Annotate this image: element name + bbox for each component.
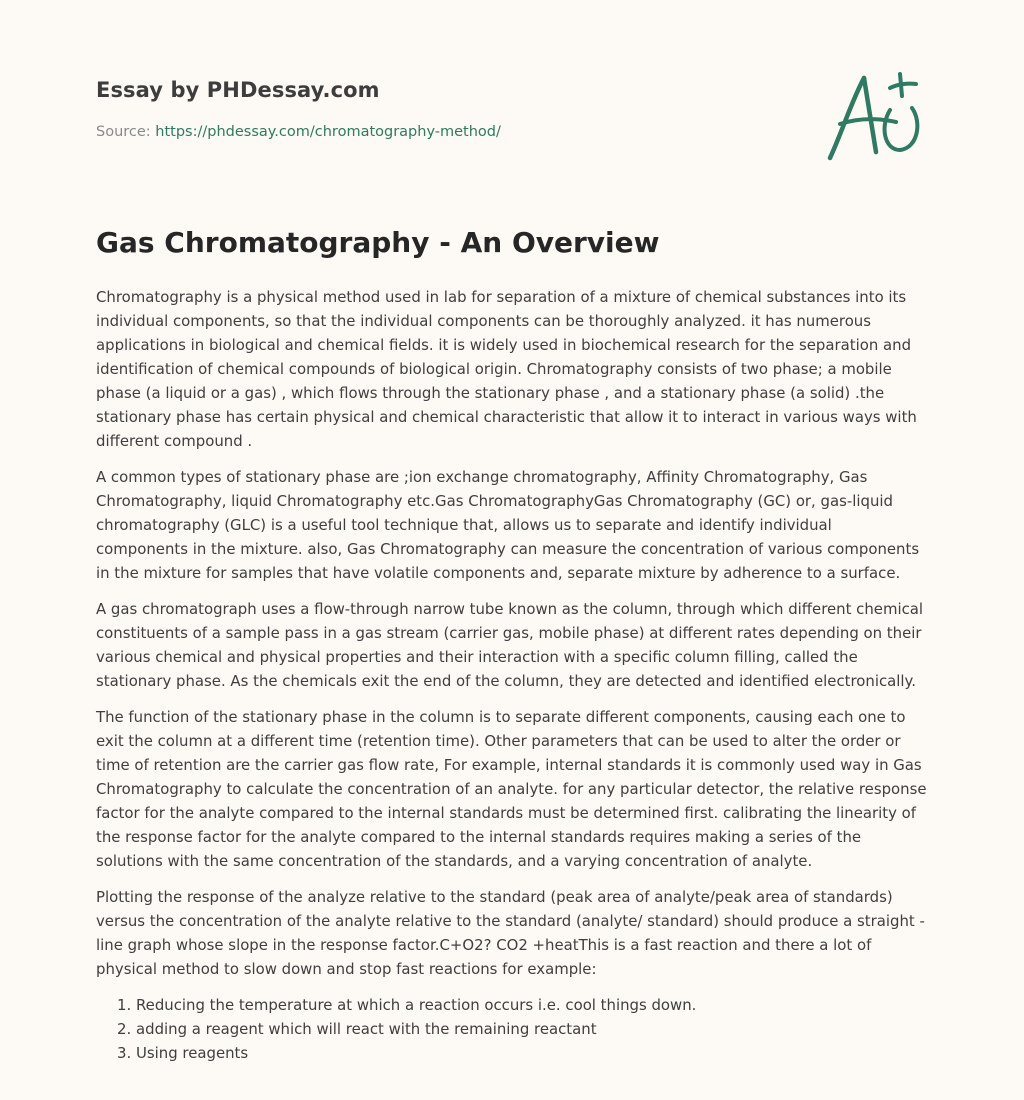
paragraph: Plotting the response of the analyze relative to the standard (peak area of analyte/peak area of standards) versus the concentration of the analyte relative to the standard (analyte/ standard) should produce a straight -line graph whose slope in the response factor.C+O2? CO2 +heatThis is a fast reaction and there a lot of physical method to slow down and stop fast reactions for example: xyxy=(96,888,925,978)
list-item: 3. Using reagents xyxy=(136,1041,928,1065)
site-brand: Essay by PHDessay.com xyxy=(96,78,380,102)
list-item: 1. Reducing the temperature at which a reaction occurs i.e. cool things down. xyxy=(136,993,928,1017)
paragraph: Chromatography is a physical method used in lab for separation of a mixture of chemical substances into its individual components, so that the individual components can be thoroughly analyzed. it has numerous applications in biological and chemical fields. it is widely used in biochemical research for the separation and identification of chemical compounds of biological origin. Chromatography consists of two phase; a mobile phase (a liquid or a gas) , which flows through the stationary phase , and a stationary phase (a solid) .the stationary phase has certain physical and chemical characteristic that allow it to interact in various ways with different compound . xyxy=(96,288,917,450)
method-list xyxy=(96,993,928,1065)
paragraph: A gas chromatograph uses a flow-through narrow tube known as the column, through which different chemical constituents of a sample pass in a gas stream (carrier gas, mobile phase) at different rates depending on their various chemical and physical properties and their interaction with a specific column filling, called the stationary phase. As the chemicals exit the end of the column, they are detected and identified electronically. xyxy=(96,600,924,690)
paragraph: The function of the stationary phase in the column is to separate different components, causing each one to exit the column at a different time (retention time). Other parameters that can be used to alter the order or time of retention are the carrier gas flow rate, For example, internal standards it is commonly used way in Gas Chromatography to calculate the concentration of an analyte. for any particular detector, the relative response factor for the analyte compared to the internal standards must be determined first. calibrating the linearity of the response factor for the analyte compared to the internal standards requires making a series of the solutions with the same concentration of the standards, and a varying concentration of analyte. xyxy=(96,708,927,870)
source-line xyxy=(96,124,501,140)
article-body xyxy=(96,285,928,1065)
source-label: Source: xyxy=(96,124,151,140)
article-title: Gas Chromatography - An Overview xyxy=(96,226,660,259)
source-link[interactable]: https://phdessay.com/chromatography-method/ xyxy=(155,124,501,140)
paragraph: A common types of stationary phase are ;ion exchange chromatography, Affinity Chromatography, Gas Chromatography, liquid Chromatography etc.Gas ChromatographyGas Chromatography (GC) or, gas-liquid chromatography (GLC) is a useful tool technique that, allows us to separate and identify individual components in the mixture. also, Gas Chromatography can measure the concentration of various components in the mixture for samples that have volatile components and, separate mixture by adherence to a surface. xyxy=(96,468,920,582)
a-plus-grade-icon xyxy=(824,66,928,166)
list-item: 2. adding a reagent which will react with the remaining reactant xyxy=(136,1017,928,1041)
